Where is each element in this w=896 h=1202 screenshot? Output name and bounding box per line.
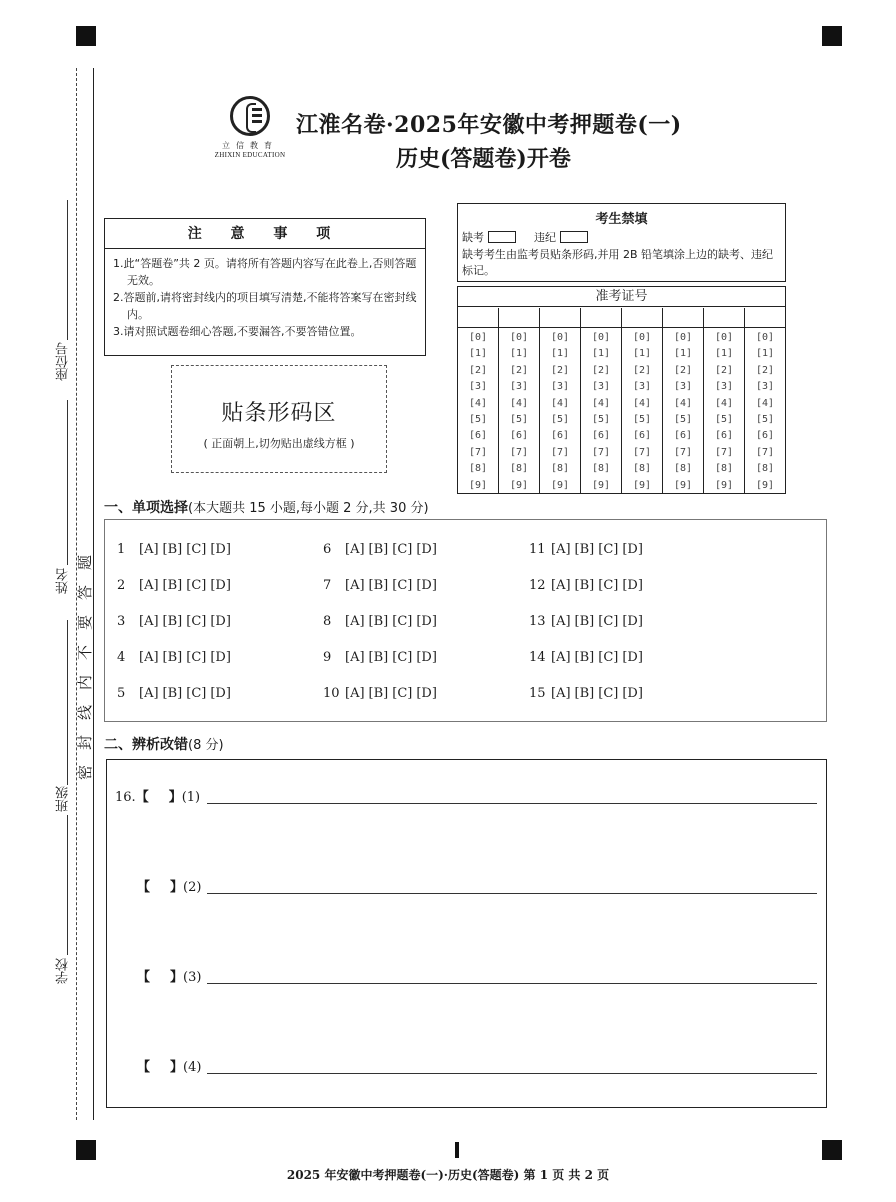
digit-bubble[interactable]: [1]	[468, 348, 488, 360]
admission-digit-write-cell[interactable]	[581, 308, 622, 327]
choice-bubble[interactable]: [B]	[574, 650, 595, 665]
section-1-note: (本大题共 15 小题,每小题 2 分,共 30 分)	[188, 501, 429, 516]
digit-bubble[interactable]: [4]	[673, 397, 693, 409]
digit-bubble[interactable]: [4]	[714, 397, 734, 409]
choice-question	[117, 578, 235, 593]
digit-bubble[interactable]: [0]	[714, 332, 734, 343]
judgment-bracket-open: 【	[137, 970, 151, 985]
barcode-area-title: 贴条形码区	[221, 401, 337, 426]
notice-title: 注 意 事 项	[105, 219, 425, 249]
absent-label: 缺考	[462, 231, 484, 244]
name-write-line	[67, 400, 68, 565]
digit-bubble[interactable]: [0]	[755, 332, 775, 343]
digit-bubble[interactable]: [1]	[673, 348, 693, 360]
digit-bubble[interactable]: [2]	[509, 364, 529, 376]
choice-bubble[interactable]: [C]	[186, 542, 207, 557]
correction-row	[137, 1056, 817, 1075]
digit-bubble[interactable]: [9]	[591, 479, 611, 491]
digit-bubble[interactable]: [4]	[550, 397, 570, 409]
choice-question	[529, 614, 647, 629]
digit-bubble[interactable]: [0]	[673, 332, 693, 343]
registration-mark-bottom-left	[76, 1140, 96, 1160]
admission-digit-write-cell[interactable]	[622, 308, 663, 327]
digit-bubble[interactable]: [3]	[714, 381, 734, 393]
admission-digit-column	[663, 328, 704, 493]
notice-item: 2.答题前,请将密封线内的项目填写清楚,不能将答案写在密封线内。	[113, 291, 417, 321]
choice-question	[529, 542, 647, 557]
digit-bubble[interactable]: [7]	[632, 446, 652, 458]
seal-char: 要	[76, 614, 95, 631]
admission-number-title: 准考证号	[458, 287, 785, 307]
digit-bubble[interactable]: [5]	[714, 414, 734, 426]
choice-question	[529, 650, 647, 665]
choice-bubble[interactable]: [C]	[598, 578, 619, 593]
choice-bubble[interactable]: [D]	[622, 542, 643, 557]
choice-bubble[interactable]: [D]	[622, 614, 643, 629]
digit-bubble[interactable]: [1]	[509, 348, 529, 360]
digit-bubble[interactable]: [2]	[591, 364, 611, 376]
admission-write-row	[458, 308, 785, 328]
question-number: 16.	[115, 790, 136, 805]
choice-bubble[interactable]: [A]	[139, 650, 159, 665]
violation-label: 违纪	[534, 231, 556, 244]
choice-question	[323, 578, 441, 593]
choice-bubble[interactable]: [B]	[368, 578, 389, 593]
choice-bubble[interactable]: [B]	[574, 542, 595, 557]
digit-bubble[interactable]: [4]	[509, 397, 529, 409]
question-number: 11	[529, 542, 546, 557]
question-number: 12	[529, 578, 546, 593]
answer-line[interactable]	[207, 803, 817, 804]
registration-mark-top-right	[822, 26, 842, 46]
exam-subtitle: 历史(答题卷)开卷	[396, 146, 571, 172]
choice-bubble[interactable]: [A]	[345, 614, 365, 629]
judgment-bracket-open: 【	[135, 790, 149, 805]
digit-bubble[interactable]: [5]	[673, 414, 693, 426]
school-label: 学校	[56, 958, 71, 984]
choice-bubble[interactable]: [A]	[551, 614, 571, 629]
digit-bubble[interactable]: [6]	[714, 430, 734, 442]
digit-bubble[interactable]: [3]	[632, 381, 652, 393]
digit-bubble[interactable]: [0]	[550, 332, 570, 343]
page-footer: 2025 年安徽中考押题卷(一)·历史(答题卷) 第 1 页 共 2 页	[286, 1168, 610, 1182]
notice-item: 3.请对照试题卷细心答题,不要漏答,不要答错位置。	[113, 325, 362, 338]
digit-bubble[interactable]: [8]	[673, 463, 693, 475]
admission-digit-column	[540, 328, 581, 493]
digit-bubble[interactable]: [0]	[632, 332, 652, 343]
choice-bubble[interactable]: [A]	[345, 542, 365, 557]
notice-item: 1.此“答题卷”共 2 页。请将所有答题内容写在此卷上,否则答题无效。	[113, 257, 417, 287]
seal-char: 题	[76, 554, 95, 571]
choice-question	[323, 686, 441, 701]
correction-row	[137, 966, 817, 985]
name-label: 姓名	[56, 568, 71, 594]
digit-bubble[interactable]: [1]	[714, 348, 734, 360]
choice-bubble[interactable]: [D]	[210, 650, 231, 665]
publisher-logo	[205, 96, 295, 159]
choice-question	[323, 542, 441, 557]
choice-bubble[interactable]: [B]	[162, 686, 183, 701]
choice-bubble[interactable]: [A]	[139, 578, 159, 593]
choice-question	[117, 650, 235, 665]
digit-bubble[interactable]: [6]	[591, 430, 611, 442]
digit-bubble[interactable]: [8]	[468, 463, 488, 475]
choice-bubble[interactable]: [C]	[186, 686, 207, 701]
seal-char: 不	[76, 644, 95, 661]
digit-bubble[interactable]: [5]	[632, 414, 652, 426]
choice-bubble[interactable]: [C]	[392, 614, 413, 629]
choice-bubble[interactable]: [A]	[139, 542, 159, 557]
choice-bubble[interactable]: [B]	[162, 542, 183, 557]
choice-bubble[interactable]: [D]	[416, 578, 437, 593]
digit-bubble[interactable]: [7]	[755, 446, 775, 458]
judgment-bracket-close: 】	[170, 880, 184, 895]
choice-bubble[interactable]: [B]	[162, 614, 183, 629]
judgment-bracket-close: 】	[168, 790, 182, 805]
choice-question	[117, 614, 235, 629]
section-1-heading	[104, 497, 429, 517]
question-number: 10	[323, 686, 340, 701]
digit-bubble[interactable]: [3]	[468, 381, 488, 393]
choice-bubble[interactable]: [C]	[598, 542, 619, 557]
digit-bubble[interactable]: [9]	[509, 479, 529, 491]
choice-question	[323, 650, 441, 665]
logo-emblem-icon	[230, 96, 270, 136]
choice-bubble[interactable]: [B]	[162, 650, 183, 665]
choice-bubble[interactable]: [A]	[345, 686, 365, 701]
digit-bubble[interactable]: [9]	[673, 479, 693, 491]
candidate-forbidden-box	[457, 203, 786, 282]
logo-chinese-text: 立信教育	[222, 141, 278, 150]
choice-bubble[interactable]: [B]	[574, 578, 595, 593]
question-number: 3	[117, 614, 126, 629]
choice-bubble[interactable]: [A]	[551, 650, 571, 665]
school-write-line	[67, 815, 68, 955]
admission-number-grid	[457, 286, 786, 494]
admission-digit-write-cell[interactable]	[499, 308, 540, 327]
digit-bubble[interactable]: [7]	[714, 446, 734, 458]
choice-bubble[interactable]: [D]	[416, 650, 437, 665]
admission-bubble-columns	[458, 328, 785, 493]
admission-digit-column	[622, 328, 663, 493]
exam-title: 江淮名卷·2025年安徽中考押题卷(一)	[296, 112, 682, 138]
seal-char: 封	[76, 734, 95, 751]
choice-bubble[interactable]: [D]	[622, 686, 643, 701]
admission-digit-write-cell[interactable]	[663, 308, 704, 327]
seat-number-label: 座位号	[56, 342, 71, 381]
digit-bubble[interactable]: [6]	[468, 430, 488, 442]
digit-bubble[interactable]: [7]	[673, 446, 693, 458]
admission-digit-column	[458, 328, 499, 493]
admission-digit-column	[499, 328, 540, 493]
choice-bubble[interactable]: [C]	[598, 650, 619, 665]
digit-bubble[interactable]: [9]	[755, 479, 775, 491]
choice-bubble[interactable]: [A]	[345, 578, 365, 593]
digit-bubble[interactable]: [2]	[632, 364, 652, 376]
digit-bubble[interactable]: [1]	[591, 348, 611, 360]
admission-digit-write-cell[interactable]	[704, 308, 745, 327]
digit-bubble[interactable]: [5]	[591, 414, 611, 426]
choice-bubble[interactable]: [C]	[186, 614, 207, 629]
digit-bubble[interactable]: [7]	[468, 446, 488, 458]
digit-bubble[interactable]: [8]	[632, 463, 652, 475]
choice-bubble[interactable]: [B]	[368, 650, 389, 665]
digit-bubble[interactable]: [9]	[714, 479, 734, 491]
answer-line[interactable]	[207, 893, 817, 894]
digit-bubble[interactable]: [0]	[468, 332, 488, 343]
choice-bubble[interactable]: [C]	[392, 650, 413, 665]
question-number: 8	[323, 614, 332, 629]
digit-bubble[interactable]: [4]	[632, 397, 652, 409]
question-number: 7	[323, 578, 332, 593]
section-1-title: 一、单项选择	[104, 500, 188, 516]
choice-question	[117, 542, 235, 557]
item-label: (2)	[183, 880, 202, 895]
judgment-bracket-close: 】	[170, 1060, 184, 1075]
choice-bubble[interactable]: [C]	[392, 686, 413, 701]
forbidden-title: 考生禁填	[595, 212, 648, 227]
digit-bubble[interactable]: [6]	[755, 430, 775, 442]
correction-row	[115, 786, 817, 805]
digit-bubble[interactable]: [2]	[714, 364, 734, 376]
section-2-heading	[104, 734, 224, 754]
question-number: 9	[323, 650, 332, 665]
class-label: 班级	[56, 786, 71, 812]
judgment-bracket-close: 】	[170, 970, 184, 985]
barcode-area[interactable]	[171, 365, 387, 473]
choice-bubble[interactable]: [D]	[416, 614, 437, 629]
notice-box	[104, 218, 426, 356]
question-number: 5	[117, 686, 126, 701]
choice-bubble[interactable]: [A]	[551, 578, 571, 593]
question-number: 15	[529, 686, 546, 701]
admission-digit-write-cell[interactable]	[745, 308, 785, 327]
judgment-bracket-open: 【	[137, 880, 151, 895]
absent-mark-box[interactable]	[488, 231, 516, 243]
choice-bubble[interactable]: [A]	[551, 542, 571, 557]
digit-bubble[interactable]: [9]	[632, 479, 652, 491]
digit-bubble[interactable]: [6]	[509, 430, 529, 442]
choice-bubble[interactable]: [B]	[574, 686, 595, 701]
correction-answer-area	[106, 759, 827, 1108]
digit-bubble[interactable]: [0]	[509, 332, 529, 343]
digit-bubble[interactable]: [1]	[632, 348, 652, 360]
digit-bubble[interactable]: [3]	[673, 381, 693, 393]
choice-bubble[interactable]: [C]	[186, 650, 207, 665]
choice-bubble[interactable]: [A]	[139, 614, 159, 629]
digit-bubble[interactable]: [8]	[755, 463, 775, 475]
choice-question	[529, 578, 647, 593]
digit-bubble[interactable]: [8]	[509, 463, 529, 475]
choice-bubble[interactable]: [C]	[392, 542, 413, 557]
digit-bubble[interactable]: [5]	[755, 414, 775, 426]
choice-bubble[interactable]: [D]	[210, 686, 231, 701]
choice-bubble[interactable]: [C]	[186, 578, 207, 593]
digit-bubble[interactable]: [1]	[550, 348, 570, 360]
choice-bubble[interactable]: [B]	[368, 542, 389, 557]
digit-bubble[interactable]: [9]	[468, 479, 488, 491]
question-number: 6	[323, 542, 332, 557]
digit-bubble[interactable]: [0]	[591, 332, 611, 343]
answer-line[interactable]	[207, 983, 817, 984]
admission-digit-write-cell[interactable]	[458, 308, 499, 327]
question-number: 2	[117, 578, 126, 593]
choice-bubble[interactable]: [C]	[598, 614, 619, 629]
digit-bubble[interactable]: [4]	[755, 397, 775, 409]
digit-bubble[interactable]: [5]	[550, 414, 570, 426]
registration-mark-top-left	[76, 26, 96, 46]
choice-question	[529, 686, 647, 701]
correction-row	[137, 876, 817, 895]
digit-bubble[interactable]: [2]	[673, 364, 693, 376]
seal-char: 内	[76, 674, 95, 691]
choice-bubble[interactable]: [C]	[598, 686, 619, 701]
item-label: (3)	[183, 970, 202, 985]
digit-bubble[interactable]: [9]	[550, 479, 570, 491]
answer-line[interactable]	[207, 1073, 817, 1074]
choice-bubble[interactable]: [D]	[210, 542, 231, 557]
choice-question	[323, 614, 441, 629]
choice-bubble[interactable]: [B]	[574, 614, 595, 629]
digit-bubble[interactable]: [8]	[550, 463, 570, 475]
center-mark	[455, 1142, 459, 1158]
digit-bubble[interactable]: [5]	[468, 414, 488, 426]
choice-question	[117, 686, 235, 701]
admission-digit-write-cell[interactable]	[540, 308, 581, 327]
digit-bubble[interactable]: [6]	[673, 430, 693, 442]
choice-bubble[interactable]: [D]	[416, 686, 437, 701]
digit-bubble[interactable]: [3]	[509, 381, 529, 393]
choice-bubble[interactable]: [D]	[622, 578, 643, 593]
choice-bubble[interactable]: [D]	[210, 614, 231, 629]
registration-mark-bottom-right	[822, 1140, 842, 1160]
seat-write-line	[67, 200, 68, 340]
digit-bubble[interactable]: [7]	[550, 446, 570, 458]
judgment-bracket-open: 【	[137, 1060, 151, 1075]
digit-bubble[interactable]: [4]	[591, 397, 611, 409]
digit-bubble[interactable]: [3]	[591, 381, 611, 393]
digit-bubble[interactable]: [2]	[468, 364, 488, 376]
digit-bubble[interactable]: [7]	[509, 446, 529, 458]
digit-bubble[interactable]: [5]	[509, 414, 529, 426]
logo-english-text: ZHIXIN EDUCATION	[214, 151, 286, 159]
digit-bubble[interactable]: [4]	[468, 397, 488, 409]
multiple-choice-area	[104, 519, 827, 722]
digit-bubble[interactable]: [2]	[550, 364, 570, 376]
admission-digit-column	[745, 328, 785, 493]
choice-bubble[interactable]: [A]	[551, 686, 571, 701]
admission-digit-column	[704, 328, 745, 493]
digit-bubble[interactable]: [1]	[755, 348, 775, 360]
seal-char: 线	[76, 704, 95, 721]
question-number: 4	[117, 650, 126, 665]
question-number: 14	[529, 650, 546, 665]
seal-char: 答	[76, 584, 95, 601]
violation-mark-box[interactable]	[560, 231, 588, 243]
barcode-area-hint: ( 正面朝上,切勿贴出虚线方框 )	[203, 437, 355, 450]
choice-bubble[interactable]: [A]	[139, 686, 159, 701]
digit-bubble[interactable]: [8]	[714, 463, 734, 475]
digit-bubble[interactable]: [7]	[591, 446, 611, 458]
choice-bubble[interactable]: [D]	[210, 578, 231, 593]
item-label: (1)	[181, 790, 201, 805]
item-label: (4)	[183, 1060, 202, 1075]
forbidden-instruction: 缺考考生由监考员贴条形码,并用 2B 铅笔填涂上边的缺考、违纪标记。	[462, 248, 774, 277]
digit-bubble[interactable]: [6]	[550, 430, 570, 442]
choice-bubble[interactable]: [B]	[368, 614, 389, 629]
digit-bubble[interactable]: [2]	[755, 364, 775, 376]
choice-bubble[interactable]: [D]	[622, 650, 643, 665]
choice-bubble[interactable]: [C]	[392, 578, 413, 593]
choice-bubble[interactable]: [B]	[162, 578, 183, 593]
section-2-note: (8 分)	[188, 738, 224, 753]
digit-bubble[interactable]: [6]	[632, 430, 652, 442]
choice-bubble[interactable]: [D]	[416, 542, 437, 557]
question-number: 1	[117, 542, 126, 557]
admission-digit-column	[581, 328, 622, 493]
section-2-title: 二、辨析改错	[104, 737, 188, 753]
question-number: 13	[529, 614, 546, 629]
choice-bubble[interactable]: [B]	[368, 686, 389, 701]
digit-bubble[interactable]: [3]	[550, 381, 570, 393]
digit-bubble[interactable]: [8]	[591, 463, 611, 475]
class-write-line	[67, 620, 68, 785]
digit-bubble[interactable]: [3]	[755, 381, 775, 393]
choice-bubble[interactable]: [A]	[345, 650, 365, 665]
seal-char: 密	[76, 764, 95, 781]
